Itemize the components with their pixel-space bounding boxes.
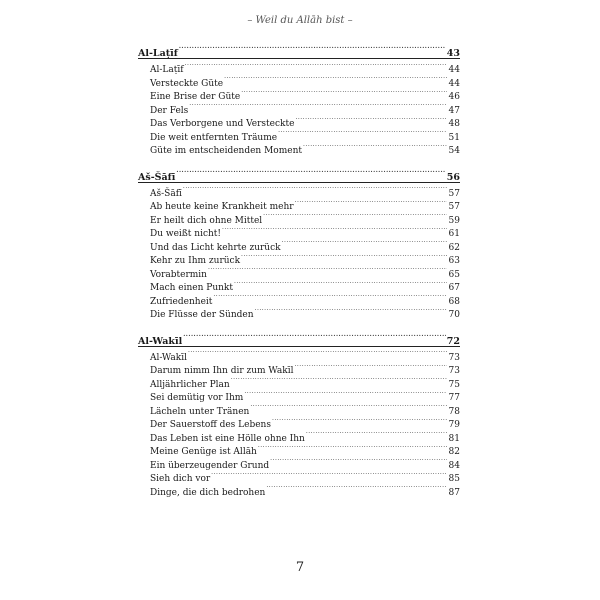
section-heading bbox=[138, 167, 460, 181]
dot-leader bbox=[294, 360, 447, 373]
toc-entry bbox=[138, 196, 460, 210]
section-heading bbox=[138, 43, 460, 57]
entry-page: 59 bbox=[448, 215, 460, 226]
entry-page: 57 bbox=[448, 202, 460, 212]
entry-page: 46 bbox=[448, 92, 460, 102]
entry-label: Aš-Šāfī bbox=[150, 188, 182, 199]
dot-leader bbox=[295, 113, 447, 126]
dot-leader bbox=[241, 86, 447, 99]
entry-label: Der Fels bbox=[150, 105, 189, 116]
entry-page: 57 bbox=[448, 188, 460, 199]
entry-label: Die Flüsse der Sünden bbox=[150, 310, 254, 320]
section-page: 56 bbox=[446, 171, 460, 183]
toc-entry bbox=[138, 347, 460, 361]
dot-leader bbox=[266, 482, 447, 495]
dot-leader bbox=[278, 127, 447, 140]
entry-page: 61 bbox=[448, 229, 460, 239]
dot-leader bbox=[306, 428, 447, 441]
entry-page: 85 bbox=[448, 474, 460, 484]
dot-leader bbox=[183, 183, 447, 196]
toc-entry bbox=[138, 59, 460, 73]
entry-label: Der Sauerstoff des Lebens bbox=[150, 420, 271, 430]
entry-label: Er heilt dich ohne Mittel bbox=[150, 215, 263, 226]
section-title: Al-Wakīl bbox=[138, 335, 183, 347]
entry-label: Vorabtermin bbox=[150, 269, 207, 280]
entry-page: 47 bbox=[448, 105, 460, 116]
entry-label: Versteckte Güte bbox=[150, 78, 224, 89]
toc-entry bbox=[138, 73, 460, 87]
section-title: Aš-Šāfī bbox=[138, 171, 176, 183]
dot-leader bbox=[270, 455, 447, 468]
dot-leader bbox=[213, 291, 447, 304]
entry-label: Mach einen Punkt bbox=[150, 283, 233, 293]
entry-label: Zufriedenheit bbox=[150, 296, 213, 307]
entry-page: 44 bbox=[448, 65, 460, 75]
entry-label: Güte im entscheidenden Moment bbox=[150, 146, 302, 156]
entry-page: 62 bbox=[448, 242, 460, 253]
dot-leader bbox=[244, 387, 447, 400]
dot-leader bbox=[185, 59, 447, 72]
toc-section bbox=[138, 43, 460, 154]
dot-leader bbox=[282, 237, 447, 250]
entry-label: Ab heute keine Krankheit mehr bbox=[150, 202, 294, 212]
entry-page: 54 bbox=[448, 146, 460, 156]
entry-label: Lächeln unter Tränen bbox=[150, 406, 250, 417]
entry-label: Das Verborgene und Versteckte bbox=[150, 119, 295, 129]
toc-entry bbox=[138, 183, 460, 197]
entry-page: 84 bbox=[448, 460, 460, 471]
entry-label: Du weißt nicht! bbox=[150, 229, 222, 239]
dot-leader bbox=[272, 414, 447, 427]
entry-page: 82 bbox=[448, 447, 460, 457]
entry-page: 44 bbox=[448, 78, 460, 89]
dot-leader bbox=[188, 347, 447, 360]
dot-leader bbox=[255, 304, 447, 317]
dot-leader bbox=[263, 210, 447, 223]
dot-leader bbox=[208, 264, 447, 277]
entry-label: Darum nimm Ihn dir zum Wakīl bbox=[150, 366, 294, 376]
dot-leader bbox=[231, 374, 447, 387]
toc-section bbox=[138, 167, 460, 318]
dot-leader bbox=[303, 140, 447, 153]
entry-label: Meine Genüge ist Allāh bbox=[150, 447, 257, 457]
entry-page: 65 bbox=[448, 269, 460, 280]
dot-leader bbox=[241, 250, 447, 263]
entry-label: Das Leben ist eine Hölle ohne Ihn bbox=[150, 433, 305, 444]
toc-section bbox=[138, 331, 460, 496]
entry-page: 78 bbox=[448, 406, 460, 417]
entry-label: Kehr zu Ihm zurück bbox=[150, 256, 241, 266]
entry-page: 81 bbox=[448, 433, 460, 444]
entry-page: 68 bbox=[448, 296, 460, 307]
entry-page: 73 bbox=[448, 366, 460, 376]
entry-label: Eine Brise der Güte bbox=[150, 92, 241, 102]
dot-leader bbox=[176, 167, 445, 180]
entry-label: Al-Wakīl bbox=[150, 352, 187, 363]
dot-leader bbox=[234, 277, 447, 290]
entry-page: 79 bbox=[448, 420, 460, 430]
dot-leader bbox=[222, 223, 447, 236]
entry-page: 63 bbox=[448, 256, 460, 266]
entry-label: Al-Laṭīf bbox=[150, 65, 184, 75]
table-of-contents bbox=[138, 43, 460, 508]
entry-label: Die weit entfernten Träume bbox=[150, 132, 278, 143]
entry-page: 67 bbox=[448, 283, 460, 293]
dot-leader bbox=[295, 196, 447, 209]
dot-leader bbox=[211, 468, 447, 481]
entry-label: Ein überzeugender Grund bbox=[150, 460, 270, 471]
page-number: 7 bbox=[295, 560, 305, 575]
entry-label: Dinge, die dich bedrohen bbox=[150, 487, 266, 498]
entry-label: Und das Licht kehrte zurück bbox=[150, 242, 281, 253]
dot-leader bbox=[183, 331, 446, 344]
entry-page: 75 bbox=[448, 379, 460, 390]
entry-page: 77 bbox=[448, 393, 460, 403]
entry-label: Sei demütig vor Ihm bbox=[150, 393, 244, 403]
dot-leader bbox=[189, 100, 447, 113]
entry-page: 70 bbox=[448, 310, 460, 320]
entry-page: 73 bbox=[448, 352, 460, 363]
section-page: 43 bbox=[446, 48, 460, 59]
section-title: Al-Laṭīf bbox=[138, 48, 178, 59]
entry-page: 87 bbox=[448, 487, 460, 498]
entry-label: Alljährlicher Plan bbox=[150, 379, 230, 390]
dot-leader bbox=[250, 401, 447, 414]
dot-leader bbox=[224, 73, 447, 86]
section-page: 72 bbox=[446, 335, 460, 347]
entry-label: Sieh dich vor bbox=[150, 474, 211, 484]
entry-page: 48 bbox=[448, 119, 460, 129]
section-heading bbox=[138, 331, 460, 345]
dot-leader bbox=[258, 441, 447, 454]
entry-page: 51 bbox=[448, 132, 460, 143]
running-header: – Weil du Allāh bist – bbox=[247, 15, 353, 26]
dot-leader bbox=[179, 43, 446, 56]
